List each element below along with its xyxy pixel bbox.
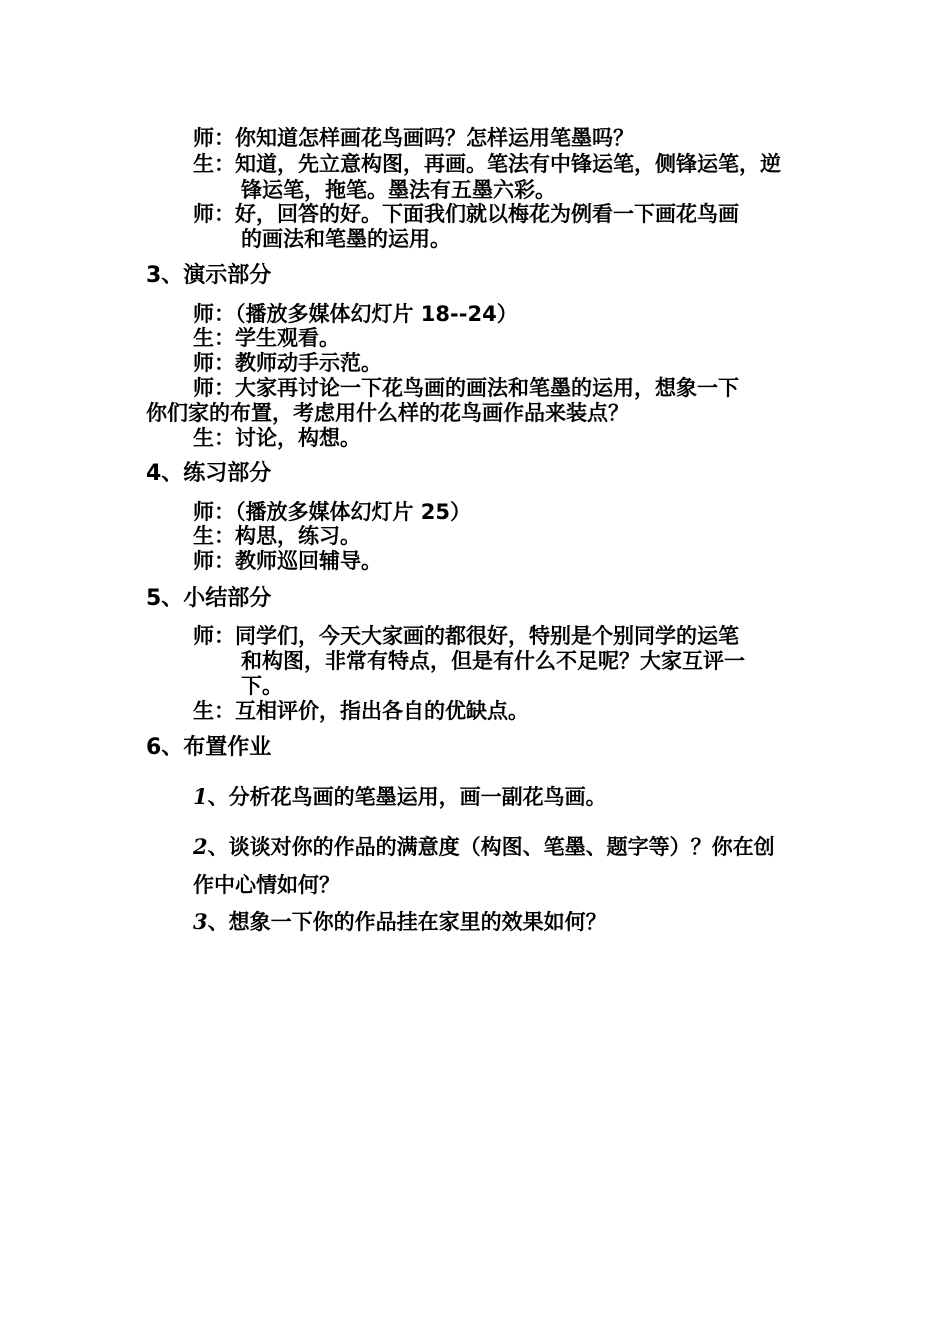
homework-text: 、分析花鸟画的笔墨运用，画一副花鸟画。	[207, 784, 607, 809]
homework-item	[193, 783, 607, 811]
homework-item-continued: 作中心情如何？	[193, 872, 340, 897]
homework-item	[193, 833, 775, 861]
section-heading: 6、布置作业	[146, 735, 272, 760]
dialogue-line: 师：你知道怎样画花鸟画吗？怎样运用笔墨吗？	[193, 126, 634, 150]
dialogue-line: 师：同学们，今天大家画的都很好，特别是个别同学的运笔	[193, 624, 739, 648]
dialogue-line: 和构图，非常有特点，但是有什么不足呢？大家互评一	[241, 649, 745, 673]
dialogue-line: 师：教师巡回辅导。	[193, 549, 382, 573]
homework-number: 2	[193, 834, 208, 859]
homework-text: 、想象一下你的作品挂在家里的效果如何？	[207, 909, 607, 934]
dialogue-line: 的画法和笔墨的运用。	[241, 227, 451, 251]
dialogue-line: 师：教师动手示范。	[193, 351, 382, 375]
dialogue-line: 你们家的布置，考虑用什么样的花鸟画作品来装点？	[146, 401, 629, 425]
dialogue-line: 生：构思，练习。	[193, 524, 361, 548]
dialogue-line: 生：互相评价，指出各自的优缺点。	[193, 699, 529, 723]
dialogue-line: 师：大家再讨论一下花鸟画的画法和笔墨的运用，想象一下	[193, 376, 739, 400]
dialogue-line: 生：学生观看。	[193, 326, 340, 350]
homework-number: 3	[193, 909, 208, 934]
section-heading: 3、演示部分	[146, 263, 272, 288]
dialogue-line: 生：知道，先立意构图，再画。笔法有中锋运笔，侧锋运笔，逆	[193, 152, 781, 176]
section-heading: 5、小结部分	[146, 586, 272, 611]
homework-item	[193, 908, 607, 936]
dialogue-line: 锋运笔，拖笔。墨法有五墨六彩。	[241, 178, 556, 202]
dialogue-line: 生：讨论，构想。	[193, 426, 361, 450]
dialogue-line: 师：（播放多媒体幻灯片 25）	[193, 500, 472, 524]
section-heading: 4、练习部分	[146, 461, 272, 486]
dialogue-line: 师：（播放多媒体幻灯片 18--24）	[193, 302, 518, 326]
dialogue-line: 师：好，回答的好。下面我们就以梅花为例看一下画花鸟画	[193, 202, 739, 226]
dialogue-line: 下。	[241, 674, 283, 698]
homework-number: 1	[193, 784, 208, 809]
homework-text: 、谈谈对你的作品的满意度（构图、笔墨、题字等）？你在创	[207, 834, 775, 859]
